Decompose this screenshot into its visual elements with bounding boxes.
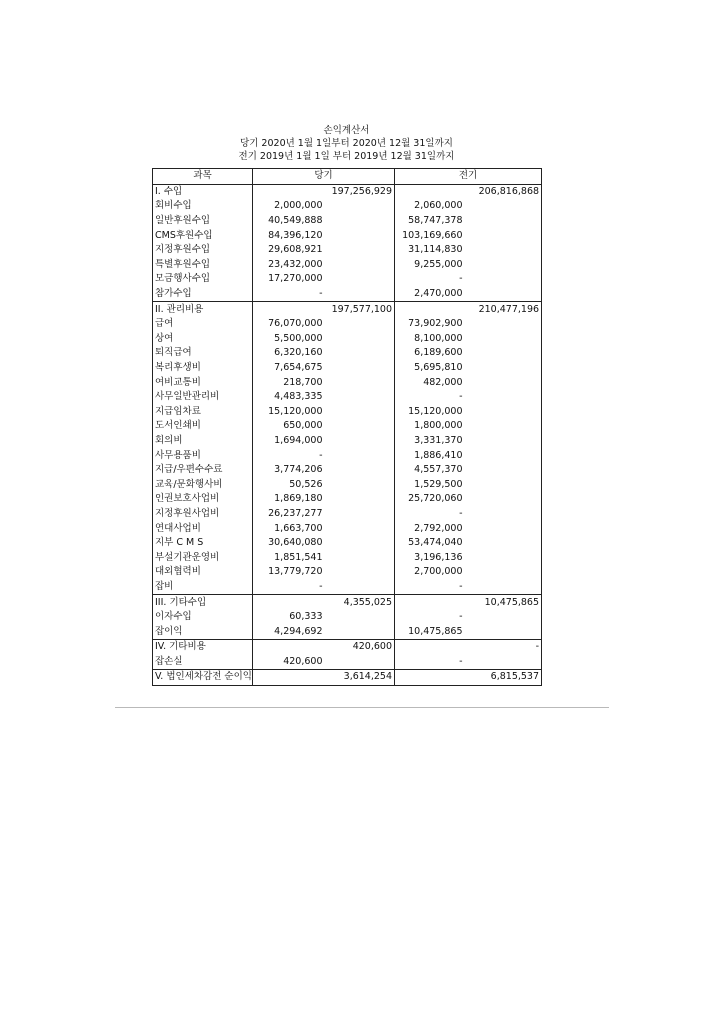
- section-label: III. 기타수입: [153, 595, 253, 610]
- item-label: 지급/우편수수료: [153, 463, 253, 478]
- prior-total-amount: [465, 317, 542, 332]
- item-label: 급여: [153, 317, 253, 332]
- prior-item-amount: 9,255,000: [414, 258, 463, 270]
- current-item-amount: [253, 640, 325, 655]
- current-item-amount: 1,869,180: [253, 492, 325, 507]
- prior-total-amount: [465, 346, 542, 361]
- section-row: [153, 640, 542, 655]
- prior-total-amount: [465, 565, 542, 580]
- item-label: 여비교통비: [153, 375, 253, 390]
- header-account: 과목: [153, 169, 253, 185]
- current-item-amount: -: [253, 287, 325, 302]
- current-total-amount: [325, 507, 395, 522]
- item-label: 사무일반관리비: [153, 390, 253, 405]
- item-label: 참가수입: [153, 287, 253, 302]
- current-item-amount: 7,654,675: [253, 361, 325, 376]
- current-item-amount: 6,320,160: [253, 346, 325, 361]
- item-label: 사무용품비: [153, 448, 253, 463]
- table-row: [153, 434, 542, 449]
- section-label: I. 수입: [153, 184, 253, 199]
- current-total-amount: [325, 434, 395, 449]
- prior-total-amount: [465, 214, 542, 229]
- prior-total-amount: [465, 536, 542, 551]
- current-total-amount: [325, 521, 395, 536]
- prior-total-amount: [465, 272, 542, 287]
- current-total-amount: [325, 287, 395, 302]
- prior-item-amount: 1,800,000: [414, 420, 463, 432]
- table-row: [153, 624, 542, 639]
- prior-total-amount: [465, 550, 542, 565]
- current-total-amount: [325, 448, 395, 463]
- current-total-amount: [325, 463, 395, 478]
- item-label: 지정후원사업비: [153, 507, 253, 522]
- item-label: 교육/문화행사비: [153, 477, 253, 492]
- prior-item-amount: 103,169,660: [402, 229, 463, 241]
- current-item-amount: [253, 670, 325, 686]
- prior-total-amount: 206,816,868: [465, 184, 542, 199]
- prior-item-amount: [395, 640, 465, 655]
- prior-item-amount: -: [395, 655, 465, 670]
- prior-item-amount: [395, 184, 465, 199]
- prior-total-amount: [465, 405, 542, 420]
- current-item-amount: 1,663,700: [253, 521, 325, 536]
- current-item-amount: 26,237,277: [253, 507, 325, 522]
- current-item-amount: 2,000,000: [253, 199, 325, 214]
- table-row: [153, 287, 542, 302]
- item-label: 회비수입: [153, 199, 253, 214]
- item-label: 상여: [153, 332, 253, 347]
- prior-item-amount: -: [459, 391, 463, 403]
- prior-total-amount: [465, 375, 542, 390]
- table-row: [153, 536, 542, 551]
- current-item-amount: 218,700: [253, 375, 325, 390]
- current-item-amount: 30,640,080: [253, 536, 325, 551]
- prior-item-amount: 482,000: [423, 376, 463, 388]
- item-label: 부설기관운영비: [153, 550, 253, 565]
- current-total-amount: [325, 375, 395, 390]
- table-header-row: [153, 169, 542, 185]
- current-item-amount: -: [253, 580, 325, 595]
- header-current: 당기: [253, 169, 395, 185]
- item-label: 잡이익: [153, 624, 253, 639]
- table-row: [153, 507, 542, 522]
- current-total-amount: [325, 405, 395, 420]
- statement-title: 손익계산서: [323, 125, 370, 136]
- current-item-amount: 15,120,000: [253, 405, 325, 420]
- prior-item-amount: 10,475,865: [395, 624, 465, 639]
- prior-item-amount: [395, 595, 465, 610]
- item-label: 지급임차료: [153, 405, 253, 420]
- current-total-amount: [325, 361, 395, 376]
- current-item-amount: 13,779,720: [253, 565, 325, 580]
- current-item-amount: 60,333: [253, 610, 325, 625]
- prior-item-amount: 5,695,810: [414, 362, 463, 374]
- table-row: [153, 346, 542, 361]
- current-total-amount: [325, 346, 395, 361]
- prior-total-amount: [465, 463, 542, 478]
- current-total-amount: [325, 610, 395, 625]
- prior-item-amount: [395, 302, 465, 317]
- prior-total-amount: [465, 228, 542, 243]
- current-item-amount: [253, 595, 325, 610]
- current-total-amount: [325, 214, 395, 229]
- item-label: 연대사업비: [153, 521, 253, 536]
- current-item-amount: 1,851,541: [253, 550, 325, 565]
- current-total-amount: [325, 492, 395, 507]
- table-row: [153, 228, 542, 243]
- current-total-amount: [325, 332, 395, 347]
- prior-item-amount: 3,331,370: [414, 434, 463, 446]
- prior-total-amount: 10,475,865: [465, 595, 542, 610]
- table-row: [153, 332, 542, 347]
- prior-total-amount: [465, 258, 542, 273]
- prior-total-amount: [465, 580, 542, 595]
- prior-total-amount: [465, 199, 542, 214]
- current-item-amount: [253, 302, 325, 317]
- table-row: [153, 199, 542, 214]
- item-label: 퇴직급여: [153, 346, 253, 361]
- current-item-amount: 76,070,000: [253, 317, 325, 332]
- section-row: [153, 595, 542, 610]
- prior-item-amount: -: [459, 611, 463, 623]
- table-row: [153, 214, 542, 229]
- prior-item-amount: 1,886,410: [414, 449, 463, 461]
- prior-item-amount: 58,747,378: [408, 215, 463, 227]
- current-total-amount: [325, 550, 395, 565]
- table-row: [153, 550, 542, 565]
- current-total-amount: [325, 228, 395, 243]
- current-total-amount: [325, 477, 395, 492]
- prior-item-amount: 15,120,000: [408, 405, 463, 417]
- current-total-amount: [325, 565, 395, 580]
- prior-total-amount: [465, 610, 542, 625]
- prior-item-amount: 53,474,040: [408, 537, 463, 549]
- item-label: 특별후원수입: [153, 258, 253, 273]
- item-label: 인권보호사업비: [153, 492, 253, 507]
- prior-total-amount: [465, 492, 542, 507]
- table-row: [153, 317, 542, 332]
- current-total-amount: 4,355,025: [325, 595, 395, 610]
- table-row: [153, 243, 542, 258]
- table-row: [153, 361, 542, 376]
- current-item-amount: 5,500,000: [253, 332, 325, 347]
- current-item-amount: 3,774,206: [253, 463, 325, 478]
- prior-item-amount: -: [459, 507, 463, 519]
- current-item-amount: 4,294,692: [253, 624, 325, 639]
- section-row: [153, 302, 542, 317]
- prior-item-amount: 3,196,136: [414, 551, 463, 563]
- item-label: 도서인쇄비: [153, 419, 253, 434]
- table-row: [153, 463, 542, 478]
- prior-total-amount: [465, 361, 542, 376]
- table-body: [153, 184, 542, 685]
- current-item-amount: 50,526: [253, 477, 325, 492]
- table-row: [153, 258, 542, 273]
- item-label: 대외협력비: [153, 565, 253, 580]
- current-item-amount: [253, 184, 325, 199]
- current-item-amount: -: [253, 448, 325, 463]
- section-label: IV. 기타비용: [153, 640, 253, 655]
- table-row: [153, 272, 542, 287]
- current-total-amount: [325, 258, 395, 273]
- item-label: 지부 C M S: [153, 536, 253, 551]
- current-total-amount: [325, 272, 395, 287]
- table-row: [153, 477, 542, 492]
- prior-item-amount: -: [459, 273, 463, 285]
- table-row: [153, 390, 542, 405]
- current-total-amount: 197,256,929: [325, 184, 395, 199]
- current-total-amount: [325, 199, 395, 214]
- prior-total-amount: [465, 419, 542, 434]
- prior-total-amount: [465, 390, 542, 405]
- prior-total-amount: [465, 521, 542, 536]
- current-total-amount: [325, 580, 395, 595]
- prior-total-amount: 6,815,537: [465, 670, 542, 686]
- section-row: [153, 184, 542, 199]
- item-label: 지정후원수입: [153, 243, 253, 258]
- prior-total-amount: [465, 477, 542, 492]
- table-row: [153, 448, 542, 463]
- item-label: 회의비: [153, 434, 253, 449]
- prior-total-amount: [465, 287, 542, 302]
- prior-total-amount: [465, 507, 542, 522]
- table-row: [153, 492, 542, 507]
- table-row: [153, 375, 542, 390]
- table-row: [153, 580, 542, 595]
- prior-total-amount: [465, 655, 542, 670]
- current-total-amount: [325, 419, 395, 434]
- prior-total-amount: [465, 448, 542, 463]
- table-row: [153, 610, 542, 625]
- current-total-amount: [325, 624, 395, 639]
- item-label: 잡비: [153, 580, 253, 595]
- prior-item-amount: 2,060,000: [414, 200, 463, 212]
- prior-total-amount: [465, 624, 542, 639]
- prior-item-amount: [395, 670, 465, 686]
- prior-item-amount: 8,100,000: [414, 332, 463, 344]
- prior-period: 전기 2019년 1월 1일 부터 2019년 12월 31일까지: [238, 151, 455, 162]
- current-item-amount: 17,270,000: [253, 272, 325, 287]
- prior-total-amount: 210,477,196: [465, 302, 542, 317]
- current-total-amount: [325, 243, 395, 258]
- table-row: [153, 521, 542, 536]
- prior-item-amount: 2,792,000: [414, 522, 463, 534]
- current-item-amount: 84,396,120: [253, 228, 325, 243]
- prior-total-amount: -: [465, 640, 542, 655]
- current-item-amount: 4,483,335: [253, 390, 325, 405]
- current-total-amount: [325, 536, 395, 551]
- item-label: CMS후원수입: [153, 228, 253, 243]
- current-total-amount: [325, 390, 395, 405]
- current-item-amount: 23,432,000: [253, 258, 325, 273]
- prior-item-amount: 4,557,370: [414, 464, 463, 476]
- item-label: 잡손실: [153, 655, 253, 670]
- prior-total-amount: [465, 434, 542, 449]
- prior-item-amount: -: [395, 580, 465, 595]
- table-row: [153, 419, 542, 434]
- current-total-amount: 197,577,100: [325, 302, 395, 317]
- table-row: [153, 655, 542, 670]
- current-total-amount: 3,614,254: [325, 670, 395, 686]
- current-item-amount: 29,608,921: [253, 243, 325, 258]
- item-label: 이자수입: [153, 610, 253, 625]
- section-label: V. 법인세차감전 순이익: [153, 670, 253, 686]
- table-row: [153, 565, 542, 580]
- current-period: 당기 2020년 1월 1일부터 2020년 12월 31일까지: [240, 138, 453, 149]
- prior-item-amount: 31,114,830: [408, 244, 463, 256]
- current-item-amount: 650,000: [253, 419, 325, 434]
- prior-item-amount: 73,902,900: [408, 318, 463, 330]
- section-row: [153, 670, 542, 686]
- current-total-amount: [325, 655, 395, 670]
- prior-item-amount: 25,720,060: [408, 493, 463, 505]
- item-label: 복리후생비: [153, 361, 253, 376]
- current-item-amount: 40,549,888: [253, 214, 325, 229]
- header-prior: 전기: [395, 169, 542, 185]
- current-item-amount: 420,600: [253, 655, 325, 670]
- item-label: 모금행사수입: [153, 272, 253, 287]
- current-total-amount: 420,600: [325, 640, 395, 655]
- page-divider: [115, 707, 609, 708]
- current-total-amount: [325, 317, 395, 332]
- prior-total-amount: [465, 332, 542, 347]
- item-label: 일반후원수입: [153, 214, 253, 229]
- current-item-amount: 1,694,000: [253, 434, 325, 449]
- prior-item-amount: 1,529,500: [414, 478, 463, 490]
- prior-item-amount: 6,189,600: [414, 347, 463, 359]
- section-label: II. 관리비용: [153, 302, 253, 317]
- prior-item-amount: 2,470,000: [395, 287, 465, 302]
- statement-heading: [152, 124, 541, 163]
- income-statement-table: [152, 168, 542, 686]
- prior-total-amount: [465, 243, 542, 258]
- prior-item-amount: 2,700,000: [414, 566, 463, 578]
- table-row: [153, 405, 542, 420]
